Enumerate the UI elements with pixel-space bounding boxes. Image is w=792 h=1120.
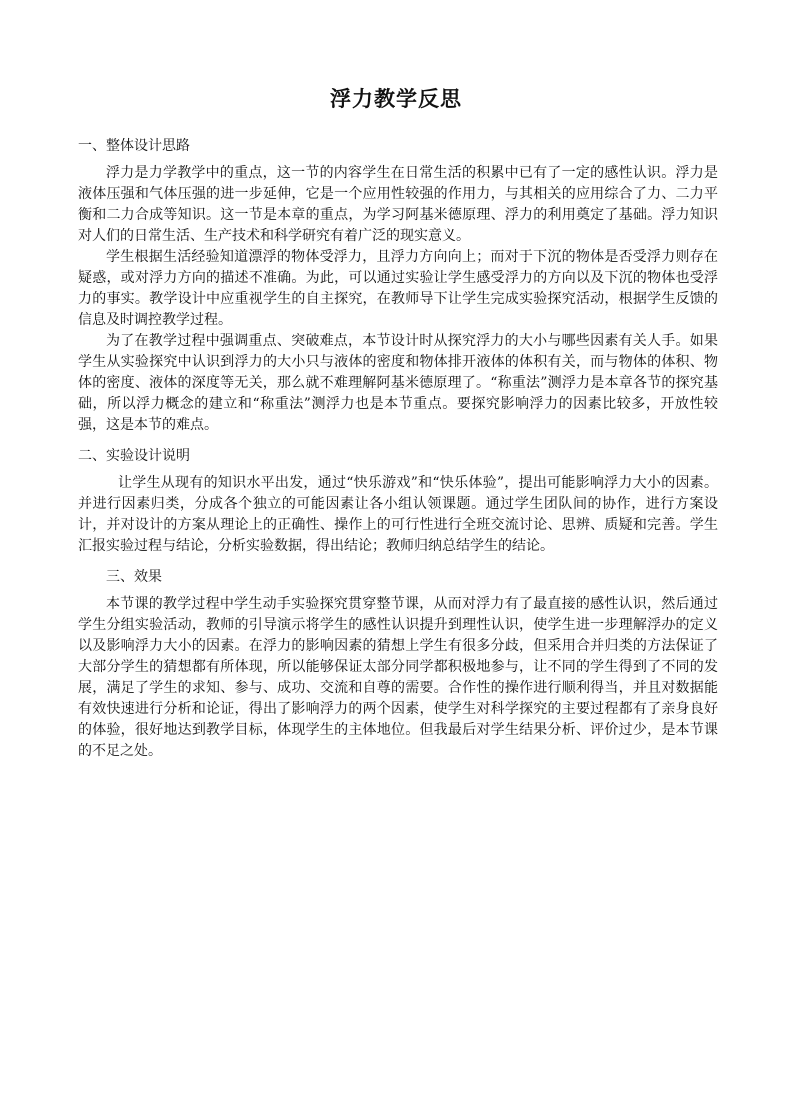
paragraph: 本节课的教学过程中学生动手实验探究贯穿整节课，从而对浮力有了最直接的感性认识，然后通过学生分组实验活动，教师的引导演示将学生的感性认识提升到理性认识，使学生进一步理解浮办的定义以及影响浮力大小的因素。在浮力的影响因素的猜想上学生有很多分歧，但采用合并归类的方法保证了大部分学生的猜想都有所体现，所以能够保证太部分同学都积极地参与，让不同的学生得到了不同的发展，满足了学生的求知、参与、成功、交流和自尊的需要。合作性的操作进行顺利得当，并且对数据能有效快速进行分析和论证，得出了影响浮力的两个因素，使学生对科学探究的主要过程都有了亲身良好的体验，很好地达到教学目标，体现学生的主体地位。但我最后对学生结果分析、评价过少，是本节课的不足之处。 bbox=[78, 596, 718, 759]
section-heading: 三、效果 bbox=[106, 569, 162, 585]
section-spacer bbox=[78, 557, 718, 567]
paragraph: 学生根据生活经验知道漂浮的物体受浮力，且浮力方向向上；而对于下沉的物体是否受浮力则存在疑惑，或对浮力方向的描述不准确。为此，可以通过实验让学生感受浮力的方向以及下沉的物体也受浮力的事实。教学设计中应重视学生的自主探究，在教师导下让学生完成实验探究活动，根据学生反馈的信息及时调控教学过程。 bbox=[78, 249, 718, 328]
section-effect bbox=[78, 567, 718, 762]
paragraph: 浮力是力学教学中的重点，这一节的内容学生在日常生活的积累中已有了一定的感性认识。浮力是液体压强和气体压强的进一步延伸，它是一个应用性较强的作用力，与其相关的应用综合了力、二力平衡和二力合成等知识。这一节是本章的重点，为学习阿基米德原理、浮力的利用奠定了基础。浮力知识对人们的日常生活、生产技术和科学研究有着广泛的现实意义。 bbox=[78, 165, 718, 244]
section-heading: 二、实验设计说明 bbox=[78, 448, 190, 464]
section-heading: 一、整体设计思路 bbox=[78, 138, 190, 154]
section-overall-design bbox=[78, 136, 718, 436]
document-body bbox=[78, 136, 718, 762]
paragraph: 让学生从现有的知识水平出发，通过“快乐游戏”和“快乐体验”，提出可能影响浮力大小的因素。并进行因素归类，分成各个独立的可能因素让各小组认领课题。通过学生团队间的协作，进行方案设计，并对设计的方案从理论上的正确性、操作上的可行性进行全班交流讨论、思辨、质疑和完善。学生汇报实验过程与结论，分析实验数据，得出结论；教师归纳总结学生的结论。 bbox=[78, 475, 718, 554]
section-spacer bbox=[78, 436, 718, 446]
section-experiment-design bbox=[78, 446, 718, 557]
paragraph: 为了在教学过程中强调重点、突破难点，本节设计时从探究浮力的大小与哪些因素有关人手。如果学生从实验探究中认识到浮力的大小只与液体的密度和物体排开液体的体积有关，而与物体的体积、物体的密度、液体的深度等无关，那么就不难理解阿基米德原理了。“称重法”测浮力是本章各节的探究基础，所以浮力概念的建立和“称重法”测浮力也是本节重点。要探究影响浮力的因素比较多，开放性较强，这是本节的难点。 bbox=[78, 333, 718, 433]
page-title: 浮力教学反思 bbox=[330, 86, 462, 111]
